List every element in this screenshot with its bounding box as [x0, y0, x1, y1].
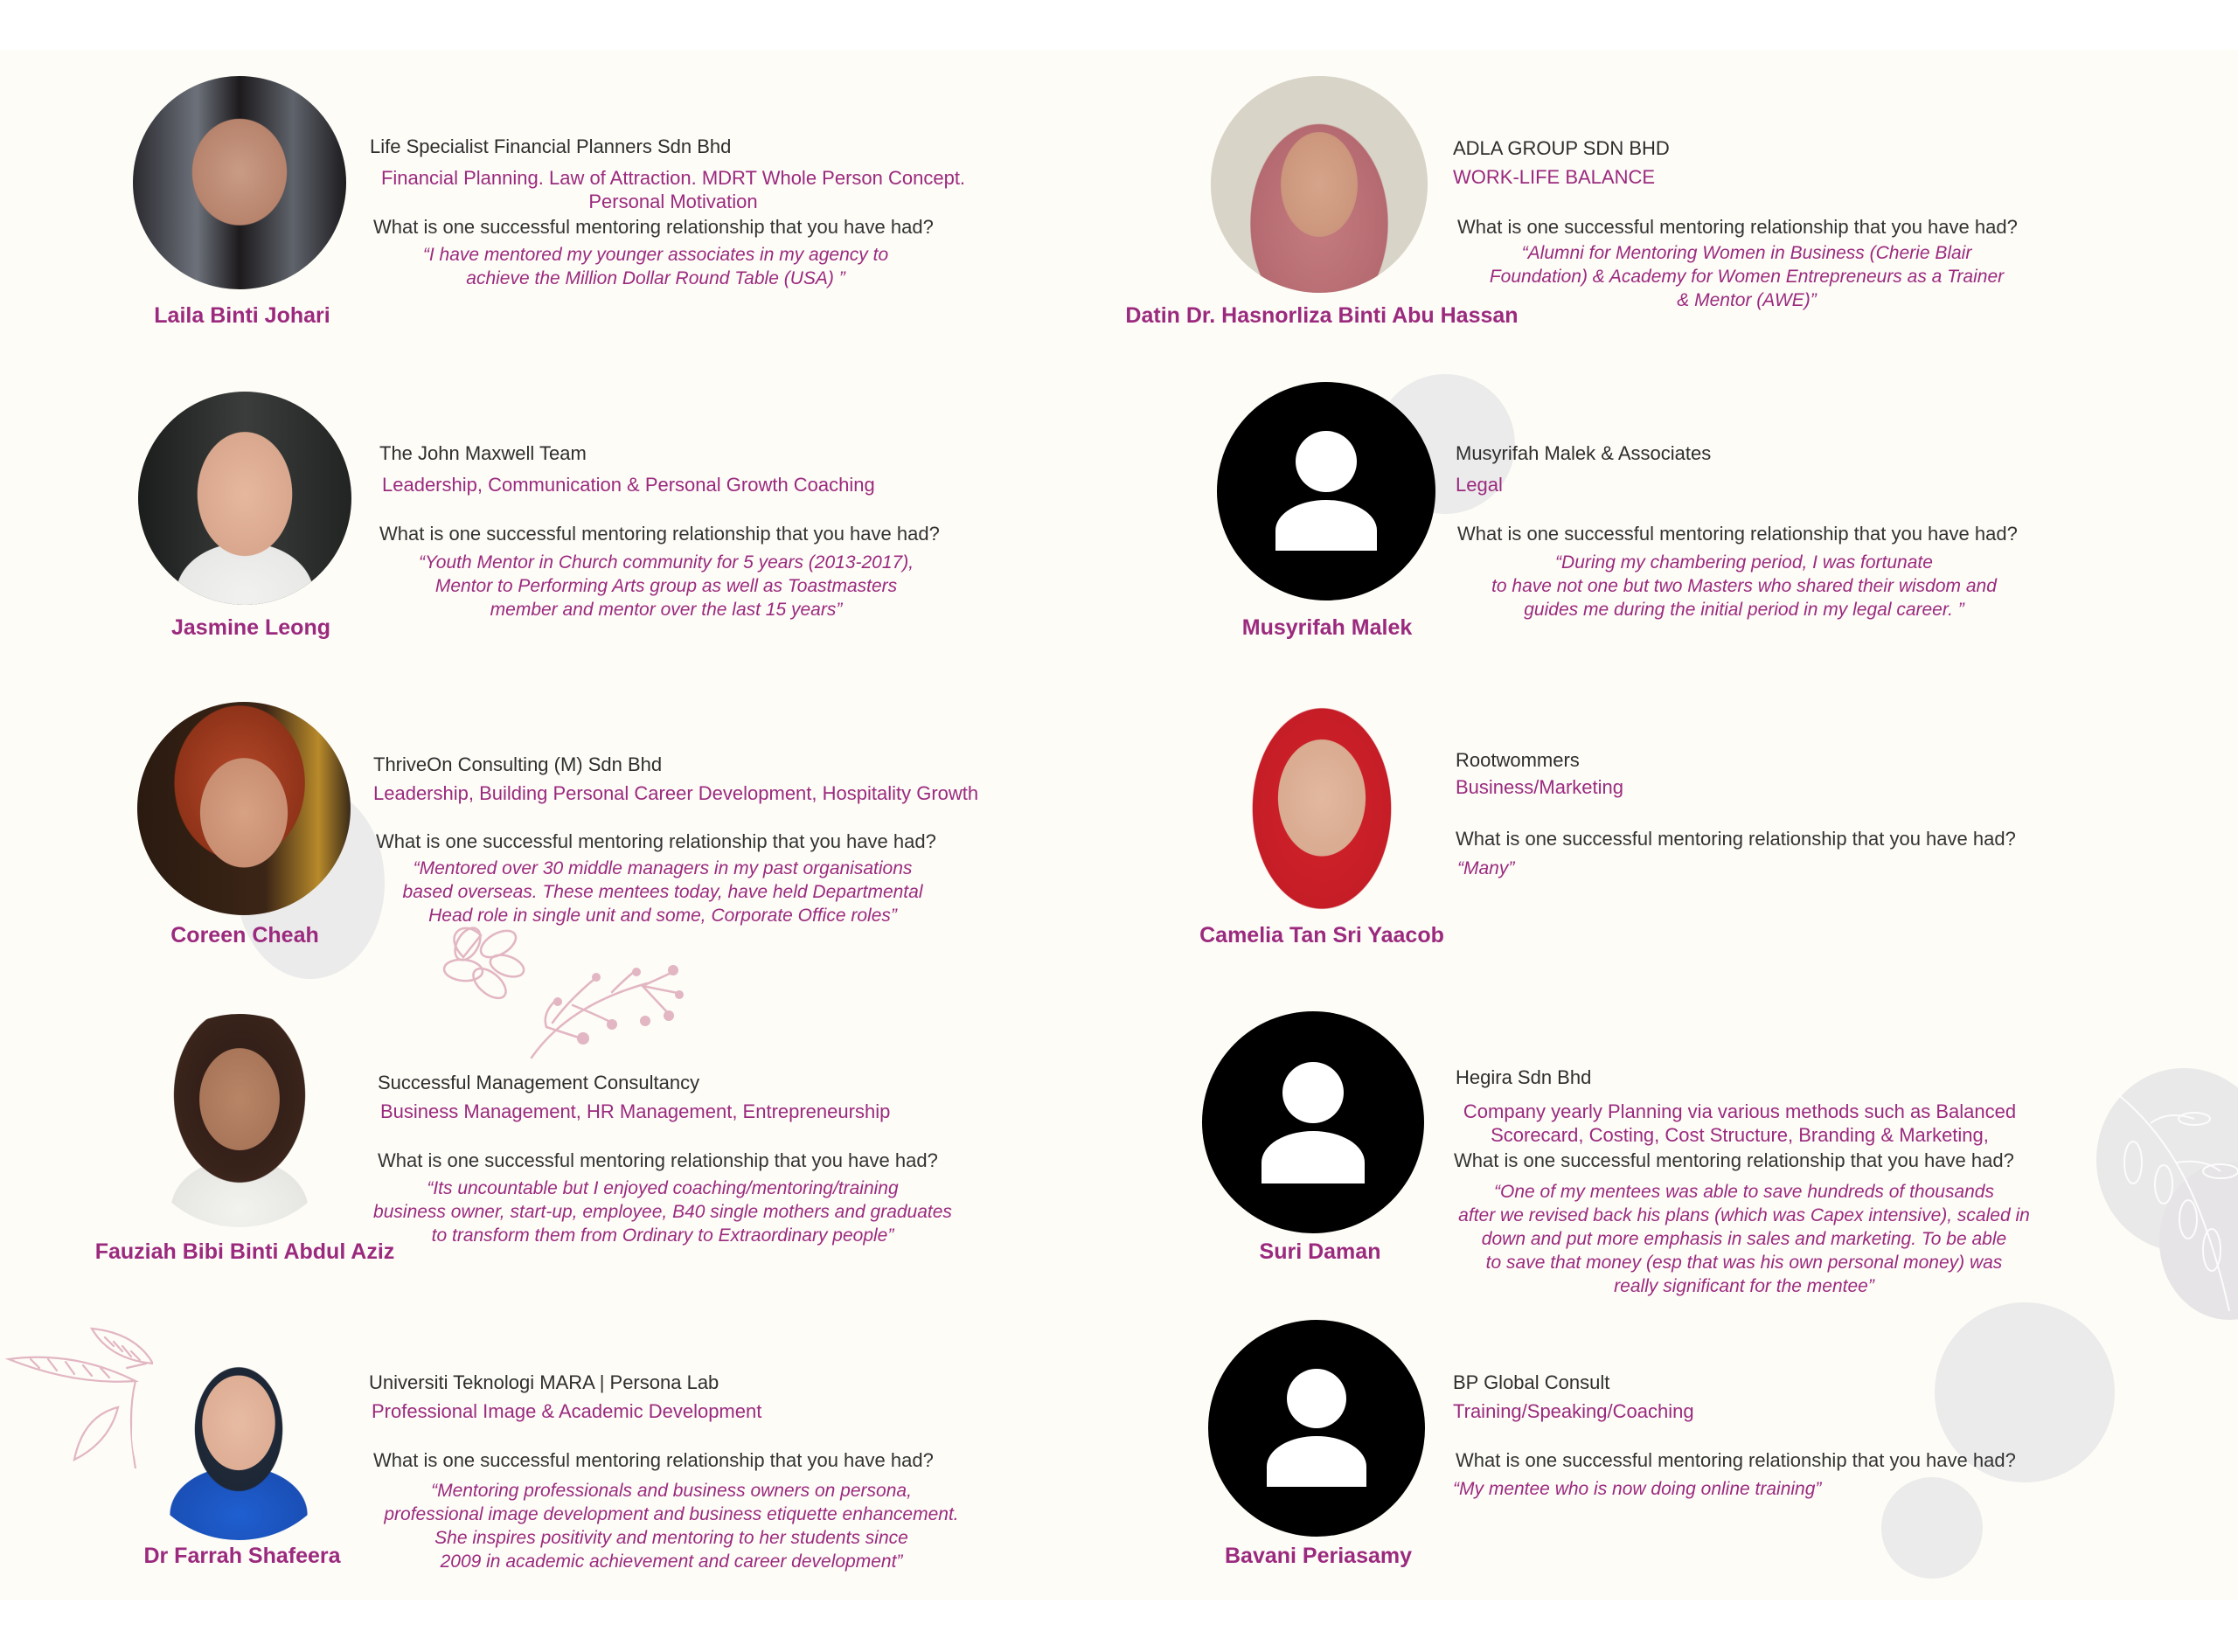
user-silhouette-icon — [1296, 431, 1357, 492]
mentor-company: ThriveOn Consulting (M) Sdn Bhd — [373, 753, 663, 775]
mentor-quote: “Youth Mentor in Church community for 5 years (2013-2017), Mentor to Performing Arts group as well as Toastmasters member and mentor over the last 15 years” — [418, 552, 914, 620]
mentor-name: Datin Dr. Hasnorliza Binti Abu Hassan — [1125, 303, 1519, 328]
mentor-photo — [133, 76, 346, 289]
mentor-quote: “One of my mentees was able to save hundreds of thousands after we revised back his plans (which was Capex intensive), scaled in down and put more emphasis in sales and marketing. To be able to save that money (esp that was his own personal money) was really significant for the mentee” — [1458, 1182, 2030, 1296]
mentor-question: What is one successful mentoring relationship that you have had? — [1457, 216, 2018, 238]
user-silhouette-icon — [1267, 1436, 1366, 1487]
mentor-company: Life Specialist Financial Planners Sdn Bhd — [370, 135, 732, 157]
mentor-quote: “Alumni for Mentoring Women in Business (Cherie Blair Foundation) & Academy for Women Entrepreneurs as a Trainer & Mentor (AWE)” — [1489, 243, 2005, 310]
mentor-question: What is one successful mentoring relationship that you have had? — [1456, 1449, 2016, 1471]
leaf-branch-decoration — [2098, 1075, 2238, 1320]
mentor-question: What is one successful mentoring relationship that you have had? — [373, 1449, 934, 1471]
mentor-name: Camelia Tan Sri Yaacob — [1199, 923, 1444, 947]
mentor-quote: “I have mentored my younger associates in my agency to achieve the Million Dollar Round Table (USA) ” — [422, 245, 889, 288]
mentor-quote: “Many” — [1457, 858, 1515, 878]
mentor-company: The John Maxwell Team — [379, 442, 587, 464]
avatar-placeholder — [1202, 1011, 1424, 1233]
mentor-photo — [138, 392, 351, 605]
flower-sprig-decoration — [437, 918, 699, 1066]
mentor-expertise: Legal — [1456, 474, 1503, 496]
mentor-name: Bavani Periasamy — [1224, 1544, 1413, 1568]
mentor-question: What is one successful mentoring relationship that you have had? — [1454, 1149, 2014, 1171]
mentor-quote: “During my chambering period, I was fortunate to have not one but two Masters who shared their wisdom and guides me during the initial period in my legal career. ” — [1491, 552, 1997, 620]
mentor-name: Dr Farrah Shafeera — [143, 1544, 341, 1568]
mentor-question: What is one successful mentoring relationship that you have had? — [376, 830, 936, 852]
mentor-expertise: Business/Marketing — [1456, 776, 1623, 798]
mentor-photo — [1211, 76, 1428, 293]
mentor-company: Successful Management Consultancy — [378, 1072, 700, 1093]
mentor-company: Musyrifah Malek & Associates — [1456, 442, 1712, 464]
mentor-expertise: Leadership, Building Personal Career Development, Hospitality Growth — [373, 782, 979, 804]
mentor-photo — [137, 702, 351, 915]
mentor-expertise: WORK-LIFE BALANCE — [1453, 166, 1656, 188]
mentor-photo — [133, 1014, 346, 1227]
mentor-question: What is one successful mentoring relationship that you have had? — [1457, 523, 2018, 545]
mentor-question: What is one successful mentoring relationship that you have had? — [379, 523, 940, 545]
mentor-expertise: Professional Image & Academic Development — [372, 1400, 762, 1422]
mentor-name: Musyrifah Malek — [1241, 615, 1413, 640]
user-silhouette-icon — [1287, 1369, 1346, 1428]
mentor-photo — [1215, 702, 1428, 915]
mentor-name: Jasmine Leong — [171, 615, 330, 640]
mentor-company: ADLA GROUP SDN BHD — [1453, 137, 1670, 159]
mentor-expertise: Training/Speaking/Coaching — [1453, 1400, 1694, 1422]
mentor-company: Hegira Sdn Bhd — [1456, 1066, 1592, 1088]
mentor-name: Laila Binti Johari — [154, 303, 330, 328]
decor-circle — [1881, 1477, 1983, 1579]
mentor-question: What is one successful mentoring relationship that you have had? — [378, 1149, 938, 1171]
mentor-photo — [132, 1327, 345, 1540]
mentor-expertise: Leadership, Communication & Personal Growth Coaching — [382, 474, 875, 496]
leaf-decoration — [4, 1320, 153, 1468]
mentor-company: Universiti Teknologi MARA | Persona Lab — [369, 1371, 719, 1393]
mentor-quote: “Mentoring professionals and business owners on persona, professional image development and business etiquette enhancement. She inspires positivity and mentoring to her students since 2009 in academic achievement and career development” — [384, 1481, 959, 1572]
user-silhouette-icon — [1282, 1062, 1344, 1123]
mentor-name: Coreen Cheah — [170, 923, 319, 947]
mentor-quote: “Its uncountable but I enjoyed coaching/mentoring/training business owner, start-up, employee, B40 single mothers and graduates to transform them from Ordinary to Extraordinary people” — [373, 1178, 952, 1246]
avatar-placeholder — [1208, 1320, 1425, 1537]
mentor-company: BP Global Consult — [1453, 1371, 1610, 1393]
mentor-quote: “Mentored over 30 middle managers in my past organisations based overseas. These mentees today, have held Departmental Head role in single unit and some, Corporate Office roles” — [402, 858, 923, 926]
user-silhouette-icon — [1261, 1131, 1365, 1183]
mentor-quote: “My mentee who is now doing online training” — [1453, 1479, 1822, 1499]
mentor-company: Rootwommers — [1456, 749, 1580, 771]
mentor-expertise: Company yearly Planning via various methods such as Balanced Scorecard, Costing, Cost Structure, Branding & Marketing, — [1463, 1100, 2017, 1146]
mentor-question: What is one successful mentoring relationship that you have had? — [373, 216, 934, 238]
user-silhouette-icon — [1275, 500, 1377, 551]
mentor-question: What is one successful mentoring relationship that you have had? — [1456, 828, 2016, 850]
mentor-expertise: Financial Planning. Law of Attraction. MDRT Whole Person Concept. Personal Motivation — [380, 167, 966, 212]
mentor-name: Suri Daman — [1259, 1239, 1381, 1264]
avatar-placeholder — [1217, 382, 1435, 600]
mentor-name: Fauziah Bibi Binti Abdul Aziz — [94, 1239, 395, 1264]
mentor-expertise: Business Management, HR Management, Entrepreneurship — [380, 1100, 891, 1122]
